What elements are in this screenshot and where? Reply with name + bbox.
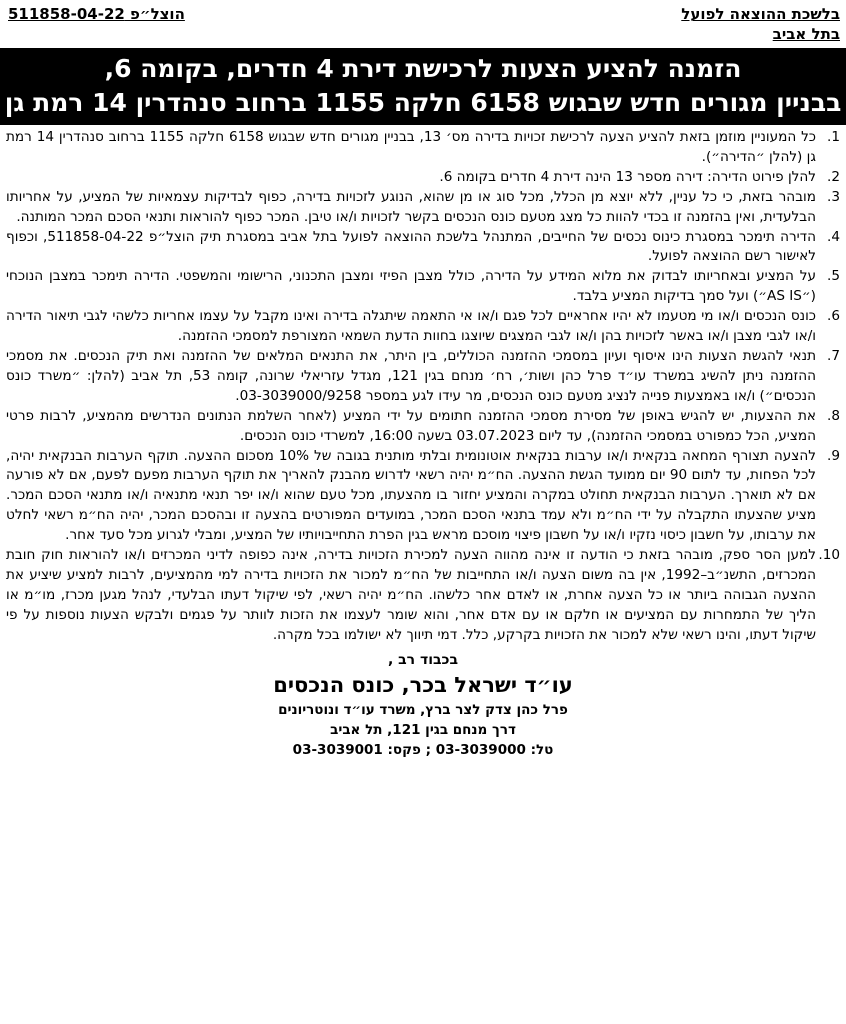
item-number: 8.	[827, 407, 840, 424]
list-item	[6, 347, 840, 407]
title-line-1: הזמנה להציע הצעות לרכישת דירת 4 חדרים, בקומה 6,	[104, 54, 742, 83]
list-item	[6, 228, 840, 268]
signatory-name: עו״ד ישראל בכר, כונס הנכסים	[273, 672, 573, 697]
item-text: להלן פירוט הדירה: דירה מספר 13 הינה דירת 4 חדרים בקומה 6.	[439, 168, 816, 185]
item-text: את ההצעות, יש להגיש באופן של מסירת מסמכי ההזמנה חתומים על ידי המציע (לאחר השלמת הנתונים הנדרשים מהמציע, לרבות פרטי המציע, הכל כמפורט במסמכי ההזמנה), עד ליום 03.07.2023 בשעה 16:00, למשרדי כונס הנכסים.	[6, 407, 816, 444]
item-number: 7.	[827, 347, 840, 364]
item-number: 1.	[827, 129, 840, 145]
firm-address: דרך מנחם בגין 121, תל אביב	[330, 721, 516, 738]
list-item	[6, 168, 840, 188]
item-text: תנאי להגשת הצעות הינו איסוף ועיון במסמכי ההזמנה הכוללים, בין היתר, את התנאים המלאים של ההזמנה ואת תיק הנכסים. את מסמכי ההזמנה ניתן להשיג במשרד עו״ד פרל כהן ושות׳, רח׳ מנחם בגין 121, מגדל עזריאלי שרונה, קומה 53, תל אביב (להלן: ״משרד כונס הנכסים״) ו/או באמצעות פנייה לנציג מטעם כונס הנכסים, מר עידו לגע במספר 03-3039000/9258.	[6, 347, 817, 404]
signature-block	[0, 650, 846, 760]
item-number: 5.	[827, 268, 840, 285]
firm-contact: טל: 03-3039000 ; פקס: 03-3039001	[292, 741, 554, 758]
list-item	[6, 128, 840, 168]
item-text: מובהר בזאת, כי כל עניין, ללא יוצא מן הכלל, מכל סוג או מן שהוא, הנוגע לזכויות בדירה, כפוף לבדיקות עצמאיות של המציע, על אחריותו הבלעדית, ואין בהזמנה זו בכדי להוות כל מצג מטעם כונס הנכסים בקשר לזכויות ו/או טיבן. המכר כפוף להוראות ותנאי הסכם המכר המותנה.	[6, 188, 816, 225]
item-text: כונס הנכסים ו/או מי מטעמו לא יהיו אחראיים לכל פגם ו/או אי התאמה שיתגלה בדירה ואינו מקבל על עצמו אחריות כלשהי לגבי תיאור הדירה ו/או לגבי מצבן ו/או באשר לזכויות בהן ו/או לגבי המצגים שיוצגו בחוות הדעת השמאי המצורפת למסמכי ההזמנה.	[6, 308, 816, 345]
title-line-2: בבניין מגורים חדש שבגוש 6158 חלקה 1155 ברחוב סנהדרין 14 רמת גן	[4, 88, 842, 117]
item-text: להצעה תצורף המחאה בנקאית ו/או ערבות בנקאית אוטונומית ובלתי מותנית בגובה של 10% מסכום ההצעה. תוקף הערבות הבנקאית יהיה, לכל הפחות, עד לתום 90 יום ממועד הגשת ההצעה. הח״מ יהיה רשאי לדרוש מהבנק להאריך את תוקף הערבות מפעם לפעם, אם לא פורעה אם לא תוארך. הערבות הבנקאית תחולט במקרה והמציע יחזור בו מהצעתו, מכל טעם שהוא ו/או יפר תנאי מתנאיה ו/או מתנאי הסכם המכר. מציע שהצעתו התקבלה על ידי הח״מ ולא עמד בתנאי הסכם המכר, במועדים המפורטים בהצעה זו ובהסכם המכר, יהיה הח״מ רשאי לחלט את ערבותו, על חשבון כיסוי נזקיו ו/או על חשבון פיצוי מוסכם מראש בגין הפרת התחייבויותיו של המציע, ומבלי לגרוע מכל סעד אחר.	[6, 447, 816, 544]
item-number: 4.	[827, 228, 840, 245]
list-item	[6, 407, 840, 447]
item-number: 10.	[818, 547, 840, 564]
notice-title-banner	[0, 48, 846, 125]
court-city: בתל אביב	[772, 25, 840, 43]
item-number: 9.	[827, 447, 840, 464]
list-item	[6, 447, 840, 547]
law-firm-name: פרל כהן צדק לצר ברץ, משרד עו״ד ונוטריונים	[278, 701, 568, 718]
list-item	[6, 188, 840, 228]
item-text: על המציע ובאחריותו לבדוק את מלוא המידע על הדירה, כולל מצבן הפיזי ומצבן התכנוני, הרישומי והמשפטי. הדירה תימכר במצבן הנוכחי (״AS IS״) ועל סמך בדיקות המציע בלבד.	[6, 268, 816, 305]
court-block	[681, 4, 840, 48]
list-item	[6, 307, 840, 347]
court-name: בלשכת ההוצאה לפועל	[681, 5, 840, 23]
item-text: הדירה תימכר במסגרת כינוס נכסים של החייבים, המתנהל בלשכת ההוצאה לפועל בתל אביב במסגרת תיק הוצל״פ 511858-04-22, וכפוף לאישור רשם ההוצאה לפועל.	[6, 228, 816, 265]
list-item	[6, 267, 840, 307]
item-number: 3.	[827, 188, 840, 205]
list-item	[6, 546, 840, 646]
item-text: כל המעוניין מוזמן בזאת להציע הצעה לרכישת זכויות בדירה מס׳ 13, בבניין מגורים חדש שבגוש 6158 חלקה 1155 ברחוב סנהדרין 14 רמת גן (להלן ״הדירה״).	[6, 129, 816, 165]
case-number: הוצל״פ 511858-04-22	[8, 5, 185, 23]
signature-greeting: בכבוד רב ,	[387, 651, 459, 668]
terms-list	[0, 128, 846, 646]
notice-header	[0, 0, 846, 48]
item-number: 6.	[827, 308, 840, 325]
item-text: למען הסר ספק, מובהר בזאת כי הודעה זו אינה מהווה הצעה למכירת הזכויות בדירה, אינה כפופה לדיני המכרזים ו/או להוראות חוק חובת המכרזים, התשנ״ב–1992, אין בה משום הצעה ו/או התחייבות של הח״מ למכור את הזכויות בדירה למי מהמציעים, לרבות למציע שיציע את ההצעה הגבוהה ביותר או כל הצעה אחרת, או לאדם אחר כלשהו. הח״מ יהיה רשאי, לפי שיקול דעתו הבלעדי, לנהל מגען מכרז, מו״מ או הליך של התמחרות עם המציעים או חלקם או עם אדם אחר, והוא שומר לעצמו את הזכות לוותר על פגמים ולבקש הצעות נוספות על פי שיקול דעתו, והינו רשאי שלא למכור את הזכויות בקרקע, כלל. דמי תיווך לא ישולמו בכל מקרה.	[6, 547, 816, 643]
item-number: 2.	[827, 168, 840, 185]
